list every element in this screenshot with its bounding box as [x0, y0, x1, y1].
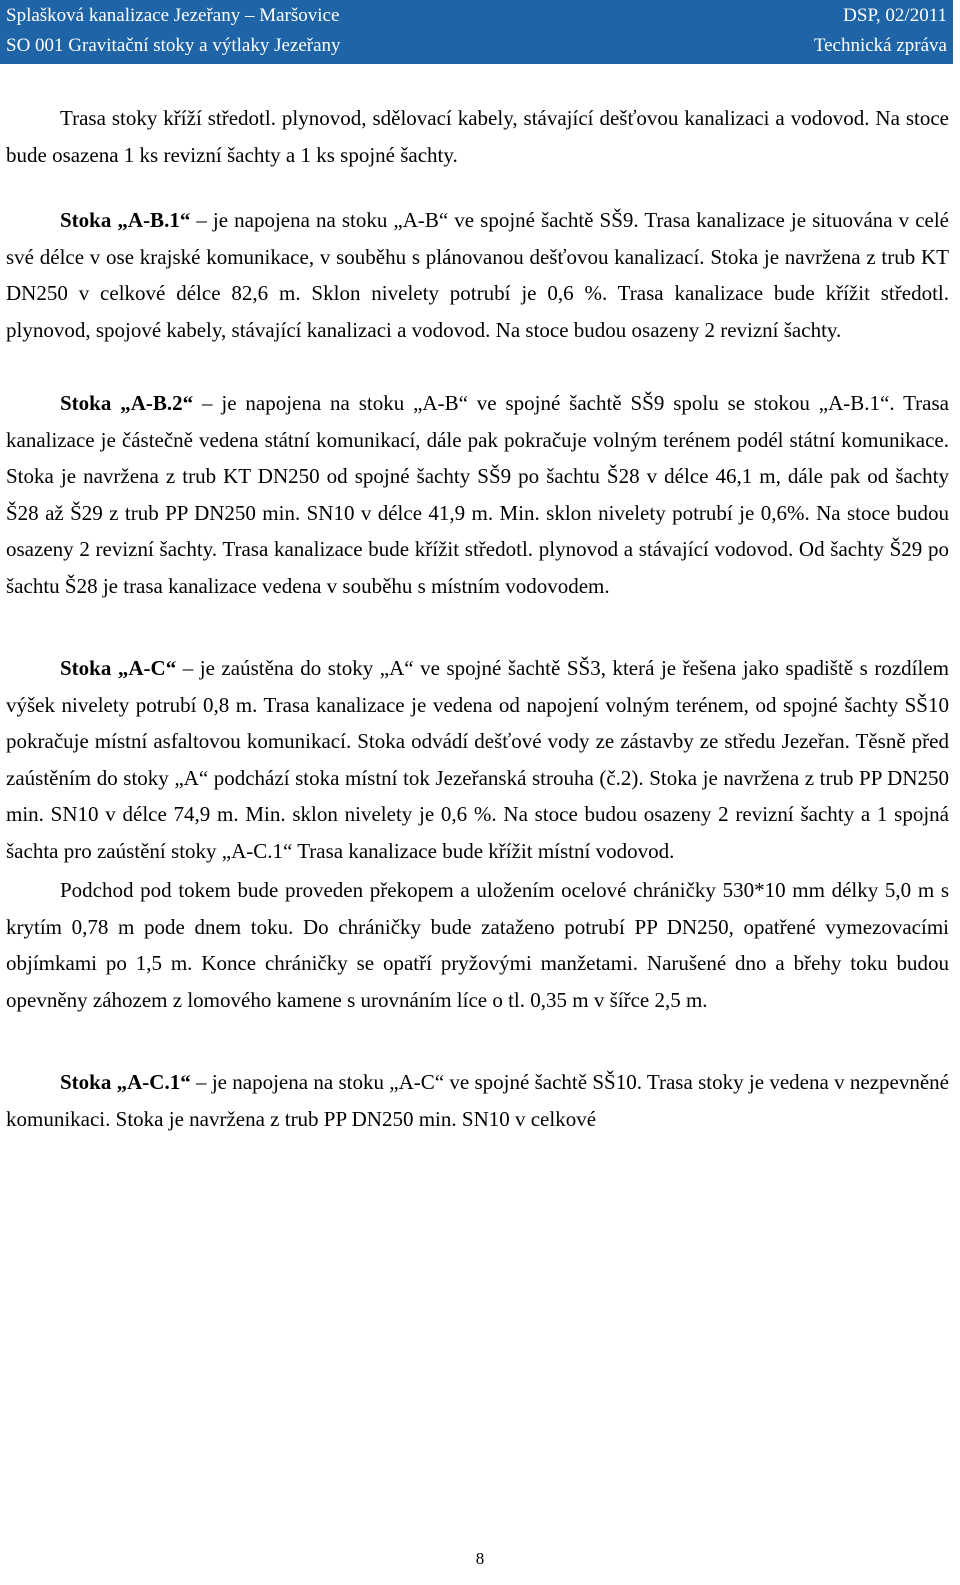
- paragraph-text: – je napojena na stoku „A-B“ ve spojné šachtě SŠ9. Trasa kanalizace je situována v celé své délce v ose krajské komunikace, v souběhu s plánovanou dešťovou kanalizací. Stoka je navržena z trub KT DN250 v celkové délce 82,6 m. Sklon nivelety potrubí je 0,6 %. Trasa kanalizace bude křížit středotl. plynovod, spojové kabely, stávající kanalizaci a vodovod. Na stoce budou osazeny 2 revizní šachty.: [6, 208, 949, 342]
- project-title: Splašková kanalizace Jezeřany – Maršovice: [6, 5, 340, 26]
- page-number: 8: [475, 1549, 485, 1568]
- paragraph-heading: Stoka „A-B.1“: [60, 208, 191, 232]
- paragraph-text: – je napojena na stoku „A-C“ ve spojné šachtě SŠ10. Trasa stoky je vedena v nezpevněné komunikaci. Stoka je navržena z trub PP DN250 min. SN10 v celkové: [6, 1070, 949, 1131]
- paragraph-stoka-a-c: [6, 650, 949, 869]
- section-title: SO 001 Gravitační stoky a výtlaky Jezeřany: [6, 35, 341, 56]
- document-stage: DSP, 02/2011: [843, 5, 947, 26]
- paragraph-heading: Stoka „A-C“: [60, 656, 177, 680]
- paragraph-intro: Trasa stoky kříží středotl. plynovod, sdělovací kabely, stávající dešťovou kanalizaci a vodovod. Na stoce bude osazena 1 ks revizní šachty a 1 ks spojné šachty.: [6, 106, 949, 167]
- paragraph-stoka-a-b2: [6, 385, 949, 604]
- header-row-bottom: [6, 36, 947, 55]
- header-row-top: [6, 6, 947, 25]
- paragraph-stoka-a-c1: [6, 1064, 949, 1137]
- paragraph-heading: Stoka „A-B.2“: [60, 391, 194, 415]
- paragraph-stoka-a-b1: [6, 202, 949, 348]
- paragraph-text: – je napojena na stoku „A-B“ ve spojné šachtě SŠ9 spolu se stokou „A-B.1“. Trasa kanalizace je částečně vedena státní komunikací, dále pak pokračuje volným terénem podél státní komunikace. Stoka je navržena z trub KT DN250 od spojné šachty SŠ9 po šachtu Š28 v délce 46,1 m, dále pak od šachty Š28 až Š29 z trub PP DN250 min. SN10 v délce 41,9 m. Min. sklon nivelety potrubí je 0,6%. Na stoce budou osazeny 2 revizní šachty. Trasa kanalizace bude křížit středotl. plynovod a stávající vodovod. Od šachty Š29 po šachtu Š28 je trasa kanalizace vedena v souběhu s místním vodovodem.: [6, 391, 949, 598]
- paragraph-text: – je zaústěna do stoky „A“ ve spojné šachtě SŠ3, která je řešena jako spadiště s rozdílem výšek nivelety potrubí 0,8 m. Trasa kanalizace je vedena od napojení volným terénem, od spojné šachty SŠ10 pokračuje místní asfaltovou komunikací. Stoka odvádí dešťové vody ze zástavby ze středu Jezeřan. Těsně před zaústěním do stoky „A“ podchází stoka místní tok Jezeřanská strouha (č.2). Stoka je navržena z trub PP DN250 min. SN10 v délce 74,9 m. Min. sklon nivelety je 0,6 %. Na stoce budou osazeny 2 revizní šachty a 1 spojná šachta pro zaústění stoky „A-C.1“ Trasa kanalizace bude křížit místní vodovod.: [6, 656, 949, 863]
- page-header: [0, 0, 953, 64]
- paragraph-heading: Stoka „A-C.1“: [60, 1070, 191, 1094]
- document-type: Technická zpráva: [813, 35, 947, 56]
- paragraph-podchod: Podchod pod tokem bude proveden překopem a uložením ocelové chráničky 530*10 mm délky 5,0 m s krytím 0,78 m pode dnem toku. Do chráničky bude zataženo potrubí PP DN250, opatřené vymezovacími objímkami po 1,5 m. Konce chráničky se opatří pryžovými manžetami. Narušené dno a břehy toku budou opevněny záhozem z lomového kamene s urovnáním líce o tl. 0,35 m v šířce 2,5 m.: [6, 878, 949, 1012]
- document-body: [6, 100, 949, 1137]
